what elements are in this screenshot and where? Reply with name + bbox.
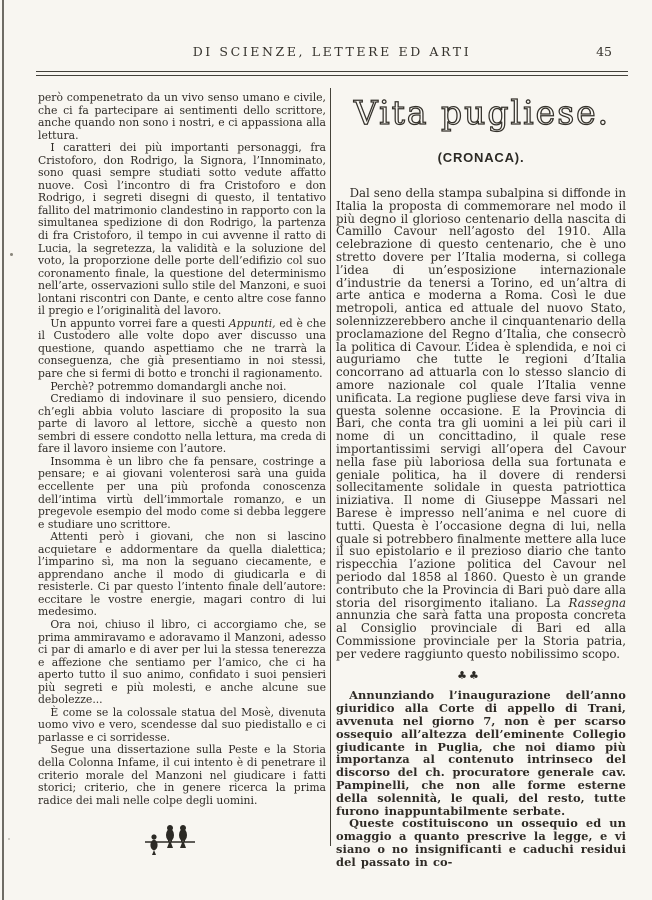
two-column-text-block <box>38 88 626 869</box>
body-text: Insomma è un libro che fa pensare, costringe a pensare; e ai giovani volenterosi sarà una guida eccellente per una più profonda conoscenza dell’intima virtù dell’immortale romanzo, e un pregevole esempio del modo come si debba leggere e studiare uno scrittore. <box>38 454 326 531</box>
article-title: Vita pugliese. <box>353 93 611 132</box>
italic-text: Rassegna <box>568 595 626 610</box>
paragraph <box>38 619 326 707</box>
scan-speck <box>8 838 10 840</box>
body-text: Un appunto vorrei fare a questi <box>50 316 229 330</box>
column-divider-rule <box>330 88 331 846</box>
paragraph <box>38 92 326 142</box>
article-title-block <box>336 90 626 140</box>
article-title-art <box>336 90 628 136</box>
paragraph <box>38 393 326 456</box>
body-text: Attenti però i giovani, che non si lascino acquietare e addormentare da quella dialettica; l’imparino sì, ma non la seguano ciecamente, e apprendano anche il modo di giudicarla e di resisterle. Ci par questo l’intento finale dell’autore: eccitare le vostre energie, magari contro di lui medesimo. <box>38 530 326 619</box>
article-subtitle: (CRONACA). <box>437 150 525 165</box>
journal-title: DI SCIENZE, LETTERE ED ARTI <box>192 44 472 59</box>
paragraph <box>38 744 326 807</box>
body-text: I caratteri dei più importanti personaggi, fra Cristoforo, don Rodrigo, la Signora, l’Innominato, sono quasi sempre studiati sotto vedute affatto nuove. Così l’incontro di fra Cristoforo e don Rodrigo, i segreti disegni di questo, il tentativo fallito del matrimonio clandestino in rapporto con la simultanea spedizione di don Rodrigo, la partenza di fra Cristoforo, il tempo in cui avvenne il ratto di Lucia, la segretezza, la validità e la soluzione del voto, la proporzione delle porte dell’edifizio col suo coronamento finale, la questione del determinismo nell’arte, osservazioni sullo stile del Manzoni, e suoi lontani riscontri con Dante, e cento altre cose fanno il pregio e l’originalità del lavoro. <box>38 141 326 318</box>
paragraph <box>336 689 626 817</box>
body-text: Dal seno della stampa subalpina si diffonde in Italia la proposta di commemorare nel modo il più degno il glorioso centenario della nascita di Camillo Cavour nell’agosto del 1910. Alla celebrazione di questo centenario, che è uno stretto dovere per l’Italia moderna, si collega l’idea di un’esposizione internazionale d’industrie da tenersi a Torino, ed un’altra di arte antica e moderna a Roma. Così le due metropoli, antica ed attuale del nuovo Stato, solennizzerebbero anche il cinquantenario della proclamazione del Regno d’Italia, che consecrò la politica di Cavour. L’idea è splendida, e noi ci auguriamo che tutte le regioni d’Italia concorrano ad attuarla con lo stesso slancio di amore nazionale col quale l’Italia venne unificata. La regione pugliese deve farsi viva in questa solenne occasione. E la Provincia di Bari, che conta tra gli uomini a lei più cari il nome di un concittadino, il quale rese importantissimi servigi all’opera del Cavour nella fase più laboriosa della sua fortunata e geniale politica, ha il dovere di rendersi sollecitamente solidale in questa patriottica iniziativa. Il nome di Giuseppe Massari nel Barese è impresso nell’anima e nel cuore di tutti. Questa è l’occasione degna di lui, nella quale si potrebbero finalmente mettere alla luce il suo epistolario e il prezioso diario che tanto rispecchia l’azione politica del Cavour nel periodo dal 1858 al 1860. Questo è un grande contributo che la Provincia di Bari può dare alla storia del risorgimento italiano. La <box>336 186 626 610</box>
paragraph <box>38 531 326 619</box>
paragraph <box>38 318 326 381</box>
right-column-news-text <box>336 689 626 868</box>
header-double-rule <box>36 71 628 76</box>
left-column <box>38 88 326 861</box>
running-head <box>38 44 626 62</box>
body-text: Annunziando l’inaugurazione dell’anno giuridico alla Corte di appello di Trani, avvenuta nel giorno 7, non è per scarso ossequio all’altezza dell’eminente Collegio giudicante in Puglia, che noi diamo più importanza al contenuto intrinseco del discorso del ch. procuratore generale cav. Pampinelli, che non alle forme esterne della solennità, le quali, del resto, tutte furono inappuntabilmente serbate. <box>336 688 626 818</box>
body-text: ed è che il Custodero alle volte dopo aver discusso una questione, quando aspettiamo che ne trarrà la conseguenza, che già presentiamo in noi stessi, pare che si fermi di botto e tronchi il ragionamento. <box>38 316 326 381</box>
italic-text: Appunti, <box>228 316 276 330</box>
paragraph <box>336 187 626 660</box>
page-number: 45 <box>596 44 612 59</box>
birds-on-wire-ornament-icon <box>38 821 326 861</box>
paragraph <box>38 456 326 531</box>
body-text: Crediamo di indovinare il suo pensiero, dicendo ch’egli abbia voluto lasciare di proposito la sua parte di lavoro al lettore, sicchè a questo non sembri di essere condotto nella lettura, ma creda di fare il lavoro insieme con l’autore. <box>38 392 326 456</box>
book-spine-shadow <box>2 0 4 900</box>
scan-speck <box>10 253 13 256</box>
paragraph <box>38 142 326 318</box>
body-text: annunzia che sarà fatta una proposta concreta al Consiglio provinciale di Bari ed alla Commissione provinciale per la Storia patria, per vedere raggiunto questo nobilissimo scopo. <box>336 608 626 661</box>
body-text: Perchè? potremmo domandargli anche noi. <box>50 379 287 393</box>
left-column-text <box>38 92 326 807</box>
body-text: Queste costituiscono un ossequio ed un omaggio a quanto prescrive la legge, e vi siano o no insignificanti e caduchi residui del passato in co- <box>336 816 626 869</box>
body-text: È come se la colossale statua del Mosè, divenuta uomo vivo e vero, scendesse dal suo piedistallo e ci parlasse e ci sorridesse. <box>38 705 326 744</box>
body-text: però compenetrato da un vivo senso umano e civile, che ci fa partecipare ai sentimenti dello scrittore, anche quando non sono i nostri, e ci appassiona alla lettura. <box>38 91 326 142</box>
right-column <box>336 88 626 869</box>
fleuron-separator-icon: ♣♣ <box>457 669 481 683</box>
body-text: Segue una dissertazione sulla Peste e la Storia della Colonna Infame, il cui intento è di penetrare il criterio morale del Manzoni nel giudicare i fatti storici; criterio, che in genere ricerca la prima radice dei mali nelle colpe degli uomini. <box>38 743 326 807</box>
body-text: Ora noi, chiuso il libro, ci accorgiamo che, se prima ammiravamo e adoravamo il Manzoni, adesso ci par di amarlo e di aver per lui la stessa tenerezza e affezione che sentiamo per l’amico, che ci ha aperto tutto il suo animo, confidato i suoi pensieri più segreti e più molesti, e anche alcune sue debolezze... <box>38 617 326 707</box>
paragraph <box>38 707 326 745</box>
paragraph <box>336 817 626 868</box>
right-column-intro-text <box>336 187 626 660</box>
